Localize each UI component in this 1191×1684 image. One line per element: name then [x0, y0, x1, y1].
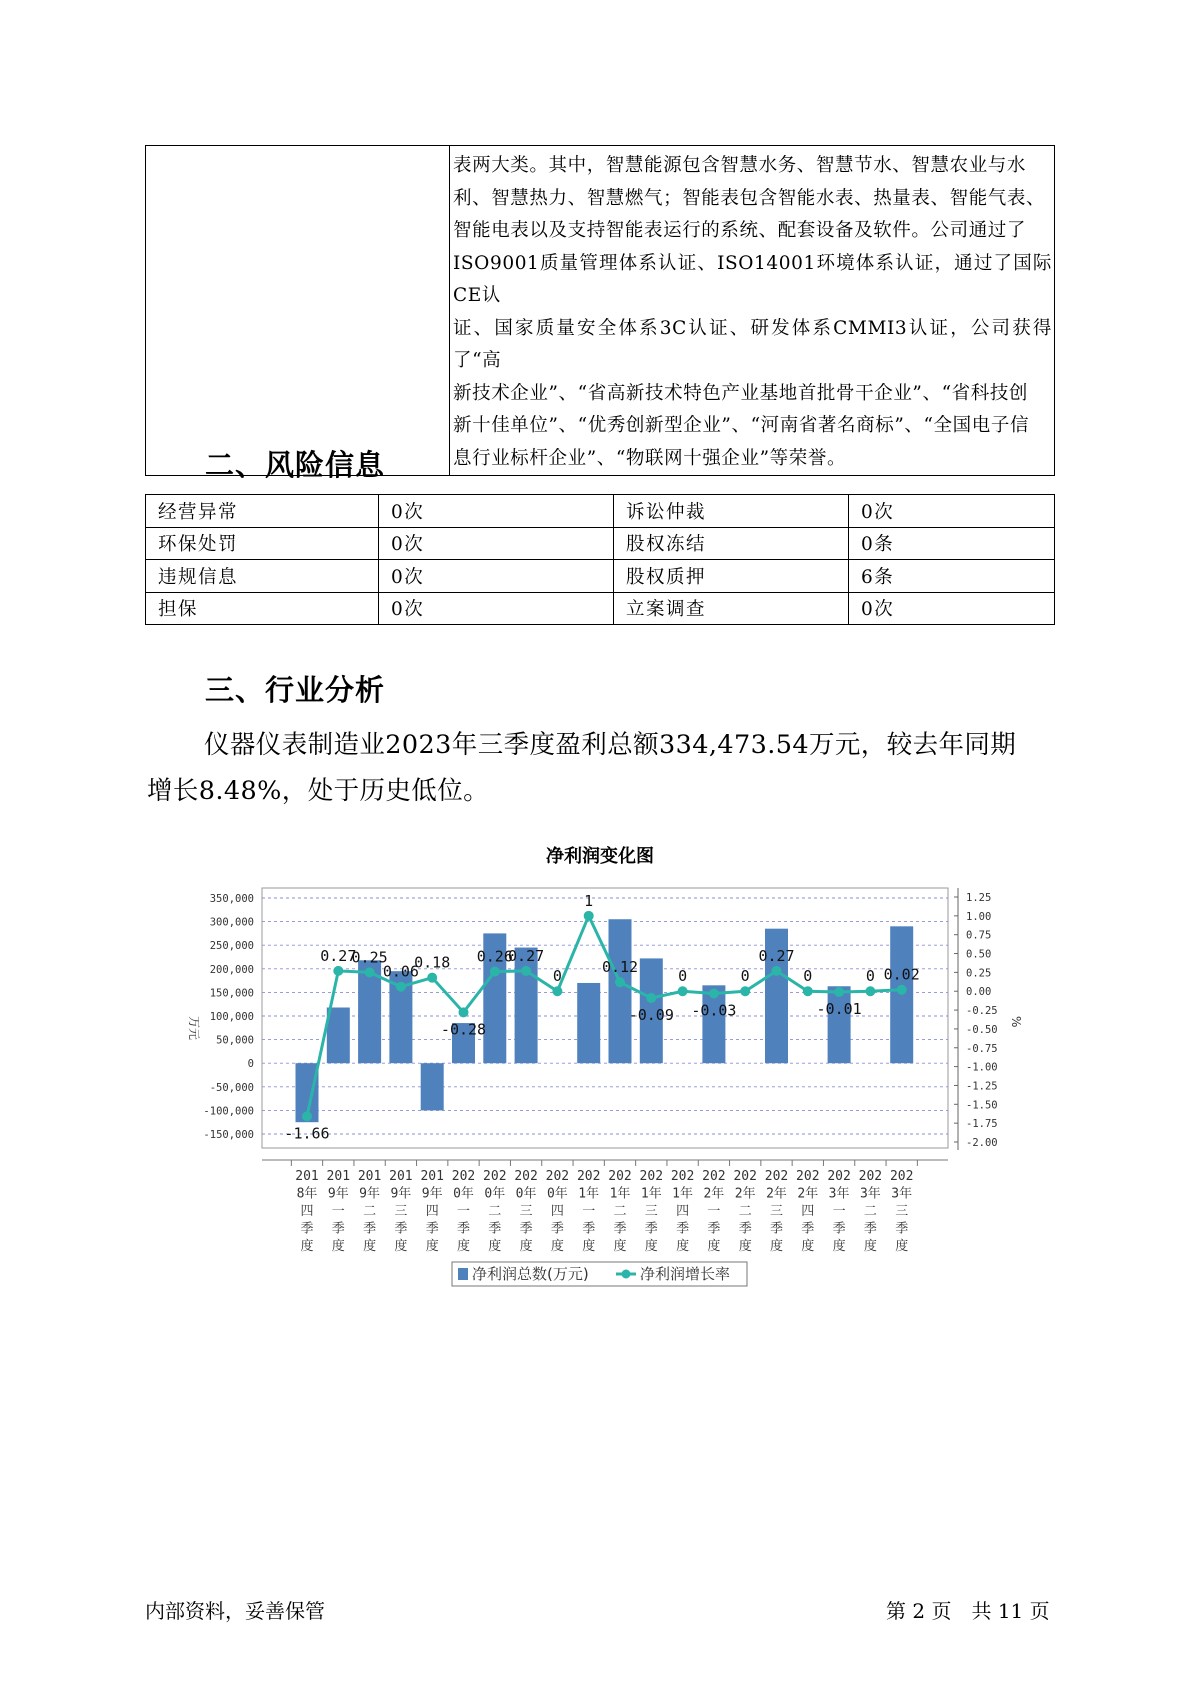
- risk-value: 0次: [849, 495, 1055, 528]
- paragraph-line: 仪器仪表制造业2023年三季度盈利总额334,473.54万元，较去年同期: [204, 730, 1017, 760]
- x-tick-label: 二: [488, 1204, 502, 1219]
- line-point: [709, 988, 719, 998]
- y-tick-label: 200,000: [209, 963, 254, 976]
- x-tick-label: 季: [582, 1221, 596, 1237]
- y2-tick-label: 0.25: [966, 967, 992, 980]
- data-label: 0.02: [883, 965, 920, 984]
- y-tick-label: -50,000: [209, 1081, 254, 1094]
- data-label: 0.18: [414, 953, 451, 972]
- data-label: 0.12: [601, 958, 639, 977]
- risk-value: 0次: [849, 592, 1055, 625]
- line-point: [427, 973, 437, 983]
- page-total: 11: [997, 1599, 1024, 1623]
- chart-title: 净利润变化图: [546, 846, 654, 867]
- x-tick-label: 三: [394, 1204, 408, 1219]
- intro-line: 新十佳单位”、“优秀创新型企业”、“河南省著名商标”、“全国电子信: [453, 415, 1030, 436]
- x-tick-label: 度: [707, 1239, 721, 1254]
- line-point: [772, 966, 782, 976]
- x-tick-label: 度: [582, 1239, 596, 1254]
- x-tick-label: 度: [832, 1239, 846, 1254]
- x-tick-label: 季: [613, 1221, 627, 1237]
- x-tick-label: 202: [670, 1169, 695, 1184]
- line-point: [302, 1111, 312, 1121]
- x-tick-label: 度: [769, 1239, 784, 1254]
- y2-tick-label: 0.50: [966, 948, 992, 961]
- line-point: [646, 993, 656, 1003]
- x-tick-label: 202: [451, 1169, 476, 1184]
- risk-label: 环保处罚: [146, 527, 379, 560]
- x-tick-label: 季: [644, 1221, 658, 1237]
- data-label: 0.27: [508, 946, 545, 965]
- bar: [421, 1063, 444, 1110]
- page-suffix: 页: [1029, 1599, 1050, 1623]
- risk-label: 股权冻结: [614, 527, 849, 560]
- data-label: 0: [865, 967, 875, 986]
- y2-tick-label: 0.75: [966, 929, 992, 942]
- x-tick-label: 0年: [546, 1186, 568, 1202]
- y-tick-label: -100,000: [203, 1105, 254, 1118]
- x-tick-label: 202: [764, 1169, 789, 1184]
- x-tick-label: 季: [832, 1221, 846, 1237]
- x-tick-label: 季: [769, 1221, 784, 1237]
- line-point: [584, 911, 594, 921]
- x-tick-label: 季: [550, 1221, 564, 1237]
- x-tick-label: 2年: [797, 1186, 819, 1202]
- intro-line: ISO9001质量管理体系认证、ISO14001环境体系认证，通过了国际CE认: [453, 252, 1052, 306]
- data-label: -0.01: [816, 999, 862, 1018]
- x-tick-label: 201: [420, 1169, 444, 1184]
- x-tick-label: 四: [550, 1204, 564, 1219]
- x-tick-label: 季: [895, 1221, 909, 1237]
- risk-value: 0次: [379, 560, 614, 593]
- x-tick-label: 202: [889, 1169, 914, 1184]
- x-tick-label: 度: [331, 1239, 345, 1254]
- x-tick-label: 季: [425, 1221, 439, 1237]
- y-tick-label: -150,000: [203, 1129, 254, 1141]
- x-tick-label: 202: [702, 1169, 726, 1184]
- x-tick-label: 四: [300, 1204, 314, 1219]
- data-label: 0.06: [382, 962, 419, 981]
- x-tick-label: 1年: [640, 1186, 662, 1202]
- x-tick-label: 季: [488, 1221, 502, 1237]
- y2-tick-label: -0.50: [966, 1023, 998, 1036]
- x-tick-label: 9年: [390, 1186, 412, 1202]
- x-tick-label: 一: [582, 1204, 596, 1219]
- data-label: 0.25: [351, 948, 388, 967]
- x-tick-label: 三: [519, 1204, 533, 1219]
- y2-tick-label: -1.75: [966, 1118, 998, 1131]
- x-tick-label: 一: [331, 1204, 345, 1219]
- x-tick-label: 201: [326, 1169, 351, 1184]
- paragraph-line: 增长8.48%，处于历史低位。: [147, 776, 490, 806]
- line-point: [552, 986, 562, 996]
- y-tick-label: 150,000: [209, 987, 254, 1000]
- x-tick-label: 度: [550, 1239, 564, 1254]
- chart-plot: [187, 888, 1023, 1286]
- x-tick-label: 1年: [672, 1186, 694, 1202]
- data-label: 0: [678, 967, 688, 986]
- x-tick-label: 三: [644, 1204, 658, 1219]
- x-tick-label: 季: [300, 1221, 314, 1237]
- x-tick-label: 1年: [578, 1186, 600, 1202]
- x-tick-label: 度: [738, 1239, 752, 1254]
- x-tick-label: 度: [519, 1239, 533, 1254]
- intro-line: 利、智慧热力、智慧燃气；智能表包含智能水表、热量表、智能气表、: [453, 187, 1046, 209]
- bar: [609, 919, 632, 1063]
- x-tick-label: 202: [733, 1169, 757, 1184]
- risk-heading: 二、风险信息: [205, 448, 386, 482]
- x-tick-label: 2年: [734, 1186, 756, 1202]
- x-tick-label: 202: [514, 1169, 538, 1184]
- x-tick-label: 0年: [484, 1186, 506, 1202]
- intro-line: 智能电表以及支持智能表运行的系统、配套设备及软件。公司通过了: [453, 220, 1027, 241]
- data-label: -0.09: [628, 1006, 674, 1025]
- x-tick-label: 季: [363, 1221, 377, 1237]
- x-tick-label: 202: [827, 1169, 851, 1184]
- line-point: [521, 966, 531, 976]
- x-tick-label: 0年: [453, 1186, 474, 1202]
- x-tick-label: 2年: [703, 1186, 725, 1202]
- x-tick-label: 度: [613, 1239, 627, 1254]
- x-tick-label: 度: [644, 1239, 658, 1254]
- x-tick-label: 三: [769, 1204, 784, 1219]
- bar: [828, 986, 851, 1063]
- x-tick-label: 202: [608, 1169, 632, 1184]
- risk-label: 担保: [146, 592, 379, 625]
- y-tick-label: 350,000: [209, 893, 254, 905]
- intro-line: 新技术企业”、“省高新技术特色产业基地首批骨干企业”、“省科技创: [453, 382, 1029, 404]
- line-point: [897, 985, 907, 995]
- x-tick-label: 一: [456, 1204, 471, 1219]
- page-number: [886, 1595, 1050, 1624]
- data-label: 0.26: [476, 947, 513, 966]
- data-label: -1.66: [284, 1124, 330, 1143]
- x-tick-label: 季: [456, 1221, 471, 1237]
- y-tick-label: 50,000: [216, 1034, 254, 1047]
- line-point: [740, 986, 750, 996]
- risk-value: 0次: [379, 527, 614, 560]
- x-tick-label: 四: [425, 1204, 439, 1219]
- data-label: 0.27: [320, 946, 357, 965]
- industry-heading: 三、行业分析: [205, 673, 386, 707]
- page-mid: 页 共: [931, 1599, 992, 1623]
- intro-line: 证、国家质量安全体系3C认证、研发体系CMMI3认证，公司获得了“高: [453, 317, 1052, 371]
- x-tick-label: 三: [895, 1204, 909, 1219]
- x-tick-label: 202: [483, 1169, 507, 1184]
- x-tick-label: 3年: [828, 1186, 850, 1202]
- legend-bar-swatch: [458, 1268, 468, 1280]
- y-tick-label: 250,000: [209, 940, 254, 953]
- x-tick-label: 季: [863, 1221, 877, 1237]
- x-tick-label: 度: [488, 1239, 502, 1254]
- x-tick-label: 202: [858, 1169, 883, 1184]
- x-tick-label: 季: [331, 1221, 345, 1237]
- x-tick-label: 1年: [609, 1186, 631, 1202]
- risk-label: 立案调查: [614, 592, 849, 625]
- x-tick-label: 202: [639, 1169, 664, 1184]
- y2-tick-label: 1.00: [966, 910, 992, 923]
- x-tick-label: 四: [801, 1204, 815, 1219]
- y2-tick-label: 1.25: [966, 892, 992, 904]
- x-tick-label: 度: [863, 1239, 877, 1254]
- intro-line: 表两大类。其中，智慧能源包含智慧水务、智慧节水、智慧农业与水: [453, 155, 1027, 176]
- bar: [327, 1008, 350, 1064]
- line-point: [365, 967, 375, 977]
- data-label: 1: [584, 891, 594, 910]
- x-tick-label: 二: [863, 1204, 877, 1219]
- x-tick-label: 一: [832, 1204, 846, 1219]
- x-tick-label: 季: [519, 1221, 533, 1237]
- x-tick-label: 季: [738, 1221, 752, 1237]
- x-tick-label: 2年: [766, 1186, 787, 1202]
- data-label: 0: [552, 967, 562, 986]
- line-point: [865, 986, 875, 996]
- x-tick-label: 度: [895, 1239, 909, 1254]
- line-point: [396, 982, 406, 992]
- x-tick-label: 9年: [327, 1186, 349, 1202]
- intro-line: 息行业标杆企业”、“物联网十强企业”等荣誉。: [453, 447, 847, 469]
- risk-value: 0次: [379, 495, 614, 528]
- x-tick-label: 度: [456, 1239, 471, 1254]
- legend-bar-label: 净利润总数(万元): [472, 1265, 589, 1283]
- x-tick-label: 一: [707, 1204, 721, 1219]
- y2-tick-label: -0.25: [966, 1005, 998, 1018]
- line-point: [490, 967, 500, 977]
- x-tick-label: 9年: [359, 1186, 381, 1202]
- y-axis-label: 万元: [187, 1016, 201, 1041]
- page-current: 2: [912, 1599, 926, 1623]
- y2-tick-label: -0.75: [966, 1042, 998, 1055]
- x-tick-label: 9年: [421, 1186, 443, 1202]
- x-tick-label: 度: [425, 1239, 439, 1254]
- bar: [577, 983, 600, 1063]
- x-tick-label: 度: [394, 1239, 408, 1254]
- data-label: 0.27: [758, 946, 795, 965]
- x-tick-label: 3年: [859, 1186, 881, 1202]
- y-tick-label: 0: [247, 1058, 254, 1071]
- page-prefix: 第: [886, 1599, 906, 1623]
- legend-line-label: 净利润增长率: [640, 1265, 731, 1283]
- x-tick-label: 202: [576, 1169, 601, 1184]
- y2-tick-label: -1.50: [966, 1099, 998, 1112]
- y2-tick-label: -1.25: [966, 1080, 998, 1093]
- risk-label: 股权质押: [614, 560, 849, 593]
- x-tick-label: 二: [363, 1204, 377, 1219]
- x-tick-label: 季: [676, 1221, 690, 1237]
- line-point: [834, 987, 844, 997]
- y-tick-label: 100,000: [209, 1011, 254, 1023]
- x-tick-label: 二: [613, 1204, 627, 1219]
- x-tick-label: 201: [357, 1169, 382, 1184]
- bar: [515, 948, 538, 1064]
- x-tick-label: 季: [801, 1221, 815, 1237]
- x-tick-label: 201: [389, 1169, 413, 1184]
- line-point: [333, 966, 343, 976]
- risk-label: 诉讼仲裁: [614, 495, 849, 528]
- x-tick-label: 季: [707, 1221, 721, 1237]
- risk-value: 0次: [379, 592, 614, 625]
- x-tick-label: 202: [545, 1169, 570, 1184]
- x-tick-label: 度: [363, 1239, 377, 1254]
- x-tick-label: 202: [796, 1169, 820, 1184]
- x-tick-label: 二: [738, 1204, 752, 1219]
- data-label: -0.03: [691, 1001, 737, 1020]
- risk-value: 0条: [849, 527, 1055, 560]
- data-label: 0: [740, 967, 750, 986]
- x-tick-label: 0年: [515, 1186, 537, 1202]
- y2-tick-label: -1.00: [966, 1061, 998, 1074]
- x-tick-label: 度: [676, 1239, 690, 1254]
- x-tick-label: 度: [300, 1239, 314, 1254]
- line-point: [459, 1007, 469, 1017]
- y2-tick-label: -2.00: [966, 1137, 998, 1149]
- x-tick-label: 季: [394, 1221, 408, 1237]
- risk-label: 违规信息: [146, 560, 379, 593]
- bar: [890, 926, 913, 1063]
- line-point: [678, 986, 688, 996]
- data-label: -0.28: [440, 1020, 487, 1039]
- line-point: [615, 977, 625, 987]
- x-tick-label: 度: [801, 1239, 815, 1254]
- data-label: 0: [803, 967, 813, 986]
- y2-axis-label: %: [1009, 1016, 1023, 1028]
- risk-value: 6条: [849, 560, 1055, 593]
- x-tick-label: 四: [676, 1204, 690, 1219]
- risk-label: 经营异常: [146, 495, 379, 528]
- x-tick-label: 8年: [296, 1186, 318, 1202]
- y-tick-label: 300,000: [209, 916, 254, 929]
- x-tick-label: 201: [295, 1169, 319, 1184]
- x-tick-label: 3年: [891, 1186, 913, 1202]
- footer-note: 内部资料，妥善保管: [145, 1599, 325, 1623]
- legend-line-marker: [622, 1270, 631, 1279]
- line-point: [803, 986, 813, 996]
- y2-tick-label: 0.00: [966, 986, 992, 999]
